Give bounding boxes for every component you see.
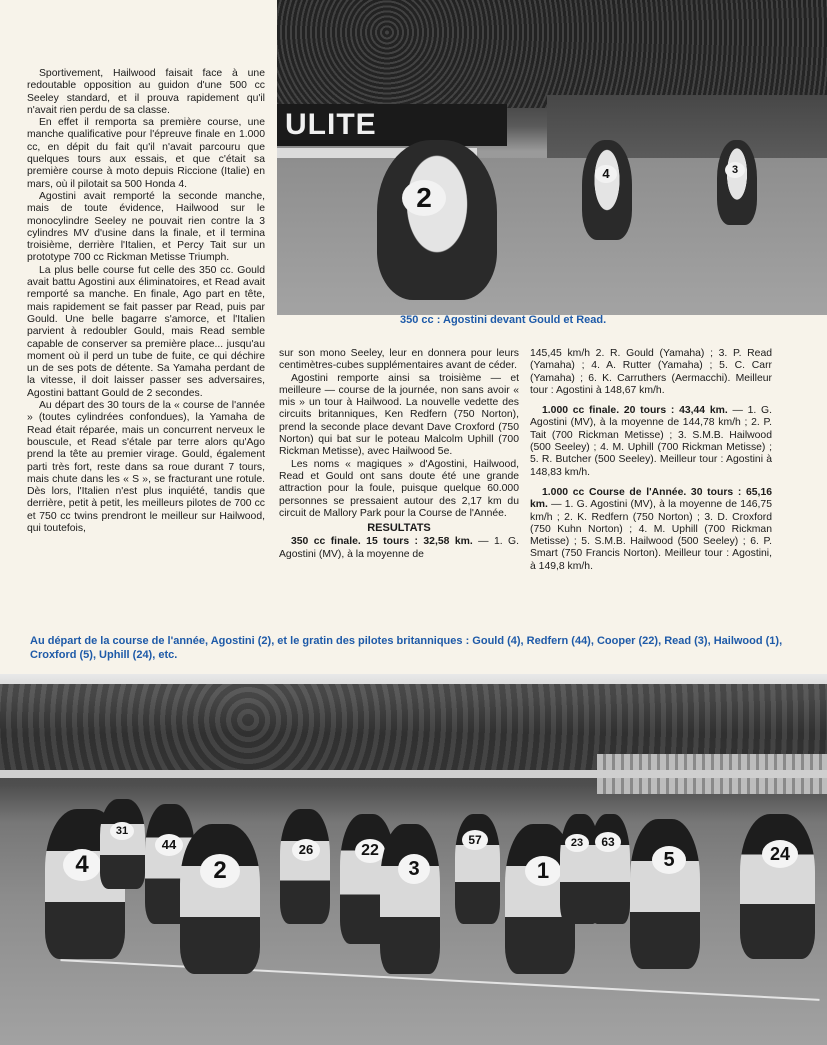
rider xyxy=(630,819,700,969)
article-column-1 xyxy=(27,68,265,535)
hoarding-text: ULITE xyxy=(285,108,377,141)
paragraph: Agostini avait remporté la seconde manche, mais de toute évidence, Hailwood sur le monocylindre Seeley ne pouvait rien contre la 3 cylindres MV d'usine dans la finale, et il termina troisième, derrière l'Italien, et Percy Tait sur un prototype 700 cc Rickman Metisse Triumph. xyxy=(27,190,265,264)
number-plate: 2 xyxy=(200,854,240,888)
top-photo-caption: 350 cc : Agostini devant Gould et Read. xyxy=(400,314,607,326)
result-heading: 350 cc finale. 15 tours : 32,58 km. xyxy=(291,536,473,548)
result-text: — 1. G. Agostini (MV), à la moyenne de 144,78 km/h ; 2. P. Tait (700 Rickman Metisse) ; 3. S.M.B. Hailwood (500 Seeley) ; 4. M. Uphill (700 Rickman Metisse) ; 5. R. Butcher (500 Seeley). Meilleur tour : Agostini à 148,83 km/h. xyxy=(530,405,773,478)
number-plate: 31 xyxy=(110,822,134,840)
number-plate: 1 xyxy=(525,856,561,886)
result-1000cc xyxy=(530,405,772,479)
paragraph: La plus belle course fut celle des 350 cc. Gould avait battu Agostini aux éliminatoires, et Read avait remporté sa manche. En finale, Ago part en tête, mais rapidement se fait passer par Read, puis par Gould. Une belle bagarre s'amorce, et l'Italien parvient à redoubler Gould, mais Read semble capable de conserver sa première place... jusqu'au moment où il perd un tube de fuite, ce qui déchire un de ses pots de détente. Sa Yamaha perdant de la vitesse, il doit laisser passer ses adversaires, Agostini battant Gould de 2 secondes. xyxy=(27,264,265,399)
result-continuation: 145,45 km/h 2. R. Gould (Yamaha) ; 3. P. Read (Yamaha) ; 4. A. Rutter (Yamaha) ; 5. C. Carr (Yamaha) ; 6. K. Carruthers (Aermacchi). Meilleur tour : Agostini à 148,67 km/h. xyxy=(530,348,772,396)
article-column-2 xyxy=(279,348,519,561)
number-plate: 5 xyxy=(652,846,686,874)
rider xyxy=(180,824,260,974)
result-course-annee xyxy=(530,487,772,573)
fence xyxy=(0,770,827,778)
motorcycle-gould xyxy=(582,140,632,240)
advertising-hoarding xyxy=(277,104,507,146)
paragraph: sur son mono Seeley, leur en donnera pour leurs centimètres-cubes supplémentaires avant de céder. xyxy=(279,348,519,372)
paragraph: Agostini remporte ainsi sa troisième — et meilleure — course de la journée, non sans avoir « mis » un tour à Hailwood. La nouvelle vedette des circuits britanniques, Ken Redfern (750 Norton), prend la seconde place devant Dave Croxford (750 Norton) qui bat sur le poteau Malcolm Uphill (700 Rickman Metisse), avec Hailwood 5e. xyxy=(279,372,519,458)
rider xyxy=(100,799,145,889)
article-column-3 xyxy=(530,348,772,573)
paragraph: En effet il remporta sa première course, une manche qualificative pour l'épreuve finale en 1.000 cc, en dépit du fait qu'il n'avait parcouru que quelques tours aux essais, et que c'était sa première course à moto depuis Riccione (Italie) en mars, où il pilotait sa 500 Honda 4. xyxy=(27,117,265,190)
results-heading: RESULTATS xyxy=(367,522,431,535)
number-plate: 24 xyxy=(762,840,798,868)
result-text: — 1. G. Agostini (MV), à la moyenne de xyxy=(279,536,520,560)
number-plate: 3 xyxy=(725,162,745,178)
number-plate: 23 xyxy=(565,834,589,852)
paragraph: Les noms « magiques » d'Agostini, Hailwood, Read et Gould ont sans doute été une grande attraction pour la foule, puisque quelque 60.000 personnes se pressaient autour des 2,17 km du circuit de Mallory Park pour la Course de l'Année. xyxy=(279,458,519,519)
result-heading: 1.000 cc Course de l'Année. 30 tours : 65,16 km. xyxy=(530,486,772,511)
number-plate: 63 xyxy=(595,832,621,852)
paragraph: Au départ des 30 tours de la « course de l'année » (toutes cylindrées confondues), la Yamaha de Read était réparée, mais un concurrent nerveux le bouscule, et Read s'étale par terre alors qu'Ago prend la tête au premier virage. Gould, également parti très fort, reste dans sa roue durant 7 tours, mais chute dans les « S », se fracturant une rotule. Dès lors, l'Italien n'est plus inquiété, tandis que derrière, petit à petit, les meilleurs pilotes de 700 cc et 750 cc twins prendront le meilleur sur Hailwood, qui toutefois, xyxy=(27,400,265,534)
number-plate: 22 xyxy=(355,839,385,863)
crowd xyxy=(277,0,827,108)
rider xyxy=(380,824,440,974)
result-heading: 1.000 cc finale. 20 tours : 43,44 km. xyxy=(542,405,728,417)
number-plate: 3 xyxy=(398,854,430,884)
number-plate: 57 xyxy=(462,830,488,850)
start-photo-caption: Au départ de la course de l'année, Agostini (2), et le gratin des pilotes britanniques : Gould (4), Redfern (44), Cooper (22), Read (3), Hailwood (1), Croxford (5), Uphill (24), etc. xyxy=(30,635,783,661)
start-line xyxy=(60,959,819,1001)
number-plate: 44 xyxy=(155,834,183,856)
motorcycle-read xyxy=(717,140,757,225)
photo-350cc-race xyxy=(277,0,827,315)
result-text: — 1. G. Agostini (MV), à la moyenne de 146,75 km/h ; 2. K. Redfern (750 Norton) ; 3. D. Croxford (750 Kuhn Norton) ; 4. M. Uphill (700 Rickman Metisse) ; 5. S.M.B. Hailwood (500 Seeley) ; 6. P. Smart (750 Francis Norton). Meilleur tour : Agostini, à 149,8 km/h. xyxy=(530,499,772,572)
motorcycle-agostini xyxy=(377,140,497,300)
number-plate: 26 xyxy=(292,839,320,861)
paragraph: Sportivement, Hailwood faisait face à une redoutable opposition au guidon d'une 500 cc Seeley standard, et il prouva rapidement qu'il n'avait rien perdu de sa classe. xyxy=(27,68,265,116)
rider xyxy=(590,814,630,924)
number-plate: 2 xyxy=(402,180,446,216)
number-plate: 4 xyxy=(595,165,617,183)
rider xyxy=(280,809,330,924)
result-350cc xyxy=(279,536,519,561)
photo-race-start xyxy=(0,674,827,1045)
number-plate: 4 xyxy=(63,849,101,881)
rider xyxy=(740,814,815,959)
